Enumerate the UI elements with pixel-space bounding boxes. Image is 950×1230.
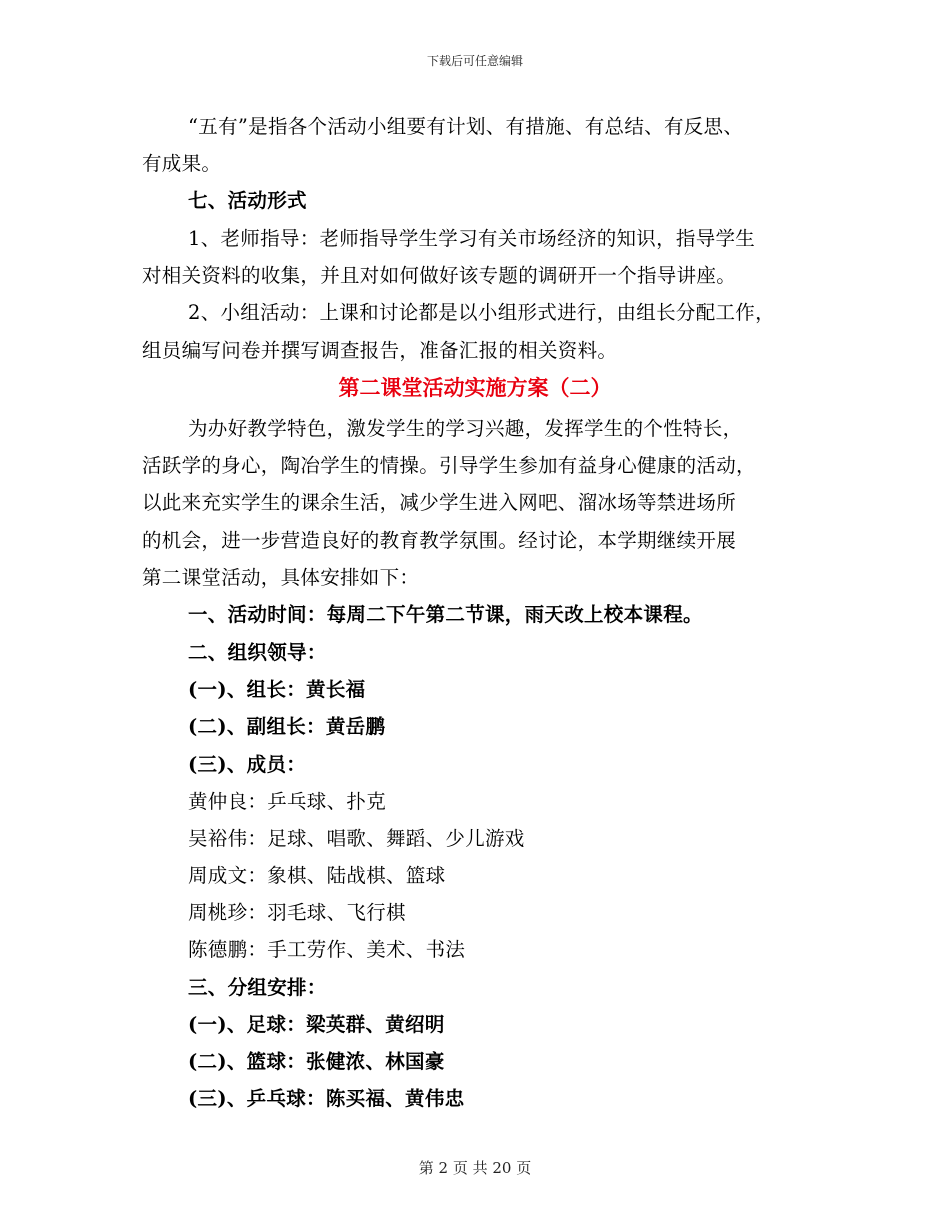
intro-line: 的机会，进一步营造良好的教育教学氛围。经讨论，本学期继续开展 (142, 529, 737, 552)
group-item: (三)、乒乓球：陈买福、黄伟忠 (188, 1087, 465, 1110)
leader-line: (一)、组长：黄长福 (188, 678, 366, 701)
paragraph-line: 对相关资料的收集，并且对如何做好该专题的调研开一个指导讲座。 (142, 264, 737, 287)
paragraph-line: “五有”是指各个活动小组要有计划、有措施、有总结、有反思、 (188, 115, 744, 138)
intro-line: 以此来充实学生的课余生活，减少学生进入网吧、溜冰场等禁进场所 (142, 491, 737, 514)
members-label: (三)、成员： (188, 753, 307, 776)
group-item: (二)、篮球：张健浓、林国豪 (188, 1050, 445, 1073)
intro-line: 活跃学的身心，陶冶学生的情操。引导学生参加有益身心健康的活动， (142, 454, 756, 477)
paragraph-line: 组员编写问卷并撰写调查报告，准备汇报的相关资料。 (142, 339, 618, 362)
section-heading: 三、分组安排： (188, 976, 327, 999)
intro-line: 第二课堂活动，具体安排如下： (142, 566, 420, 589)
member-item: 吴裕伟：足球、唱歌、舞蹈、少儿游戏 (188, 827, 525, 850)
section-heading: 二、组织领导： (188, 641, 327, 664)
member-item: 周成文：象棋、陆战棋、篮球 (188, 864, 446, 887)
member-item: 黄仲良：乒乓球、扑克 (188, 790, 387, 813)
member-item: 陈德鹏：手工劳作、美术、书法 (188, 938, 466, 961)
section-heading: 七、活动形式 (188, 189, 307, 212)
activity-time: 一、活动时间：每周二下午第二节课，雨天改上校本课程。 (188, 603, 703, 626)
paragraph-line: 有成果。 (142, 152, 222, 175)
group-item: (一)、足球：梁英群、黄绍明 (188, 1013, 445, 1036)
deputy-leader-line: (二)、副组长：黄岳鹏 (188, 715, 386, 738)
document-title: 第二课堂活动实施方案（二） (338, 375, 612, 400)
paragraph-line: 1、老师指导：老师指导学生学习有关市场经济的知识，指导学生 (188, 227, 756, 250)
page-footer-number: 第 2 页 共 20 页 (418, 1159, 532, 1177)
page-header-note: 下载后可任意编辑 (426, 54, 523, 68)
intro-line: 为办好教学特色，激发学生的学习兴趣，发挥学生的个性特长， (188, 417, 743, 440)
member-item: 周桃珍：羽毛球、飞行棋 (188, 901, 406, 924)
paragraph-line: 2、小组活动：上课和讨论都是以小组形式进行，由组长分配工作， (188, 301, 775, 324)
